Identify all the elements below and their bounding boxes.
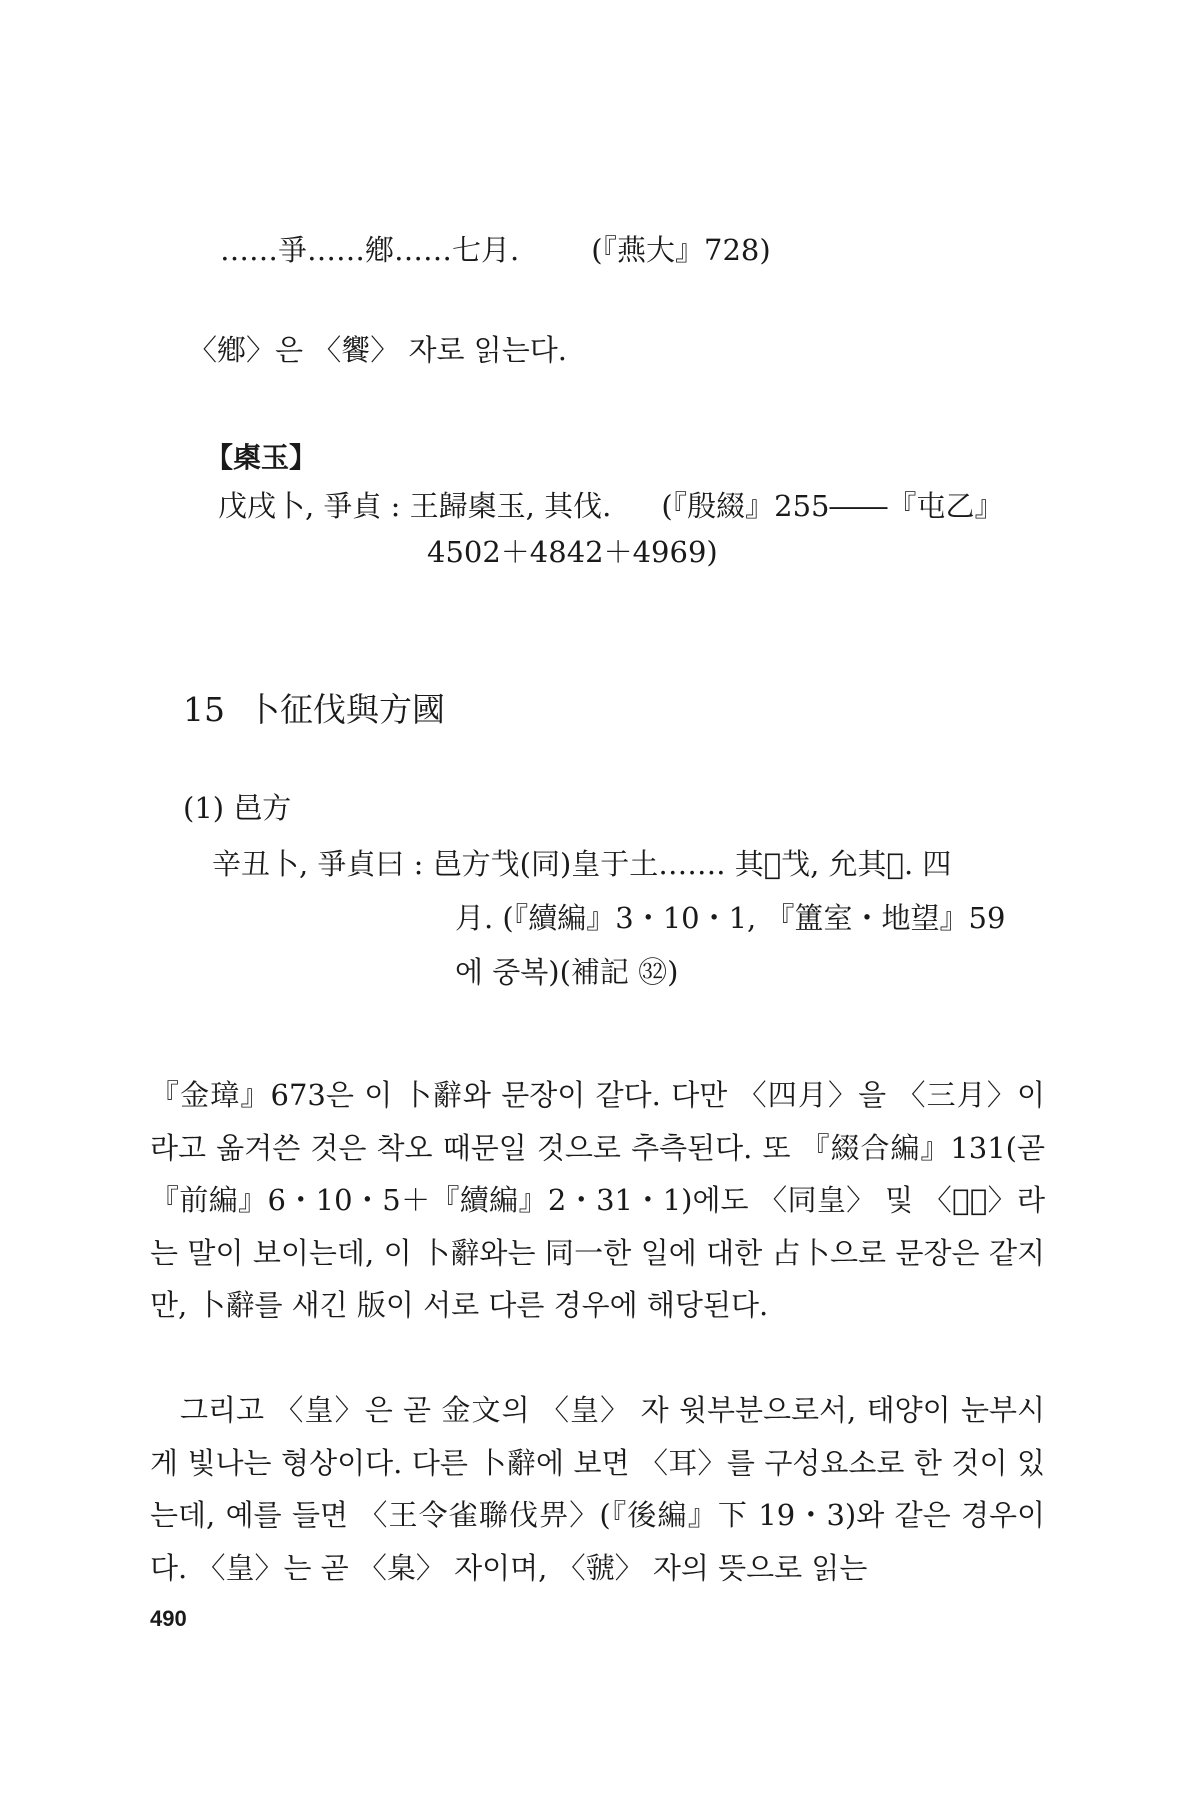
entry-citation: (『殷綴』255――『屯乙』 [661,489,1004,523]
entry-inscription [218,488,1003,524]
entry-heading: 【㮚玉】 [205,441,318,474]
entry-citation-continued: 4502＋4842＋4969) [427,535,718,569]
reading-note: 〈鄕〉은 〈饗〉 자로 읽는다. [188,333,567,367]
oracle-quote [220,232,771,268]
subsection-inscription-note: 에 중복)(補記 ㉜) [455,955,679,989]
subsection-inscription-continued: 月. (『續編』3・10・1, 『簠室・地望』59 [455,901,1006,935]
body-paragraph: 『金璋』673은 이 卜辭와 문장이 같다. 다만 〈四月〉을 〈三月〉이라고 옮겨쓴 것은 착오 때문일 것으로 추측된다. 또 『綴合編』131(곧 『前編』6・10・5＋『續編』2・31・1)에도 〈同皇〉 및 〈𦎫𢦏〉라는 말이 보이는데, 이 卜辭와는 同一한 일에 대한 占卜으로 문장은 같지만, 卜辭를 새긴 版이 서로 다른 경우에 해당된다. [150,1078,1045,1322]
quote-citation: (『燕大』728) [591,233,771,267]
entry-text: 戊戌卜, 爭貞 : 王歸㮚玉, 其伐. [218,489,612,523]
body-paragraph: 그리고 〈皇〉은 곧 金文의 〈皇〉 자 윗부분으로서, 태양이 눈부시게 빛나는 형상이다. 다른 卜辭에 보면 〈耳〉를 구성요소로 한 것이 있는데, 예를 들면 〈王令雀聯伐畀〉(『後編』下 19・3)와 같은 경우이다. 〈皇〉는 곧 〈臬〉 자이며, 〈虢〉 자의 뜻으로 읽는 [150,1393,1045,1585]
quote-text: ……爭……鄕……七月. [220,233,520,267]
section-heading [183,690,445,730]
page-number: 490 [150,1606,187,1631]
section-title: 卜征伐與方國 [247,690,445,729]
section-number: 15 [183,690,225,729]
subsection-inscription: 辛丑卜, 爭貞曰 : 邑方𢦏(同)皇于土……. 其𦎫𢦏, 允其𦎫. 四 [212,847,952,881]
subsection-heading: (1) 邑方 [183,791,292,825]
